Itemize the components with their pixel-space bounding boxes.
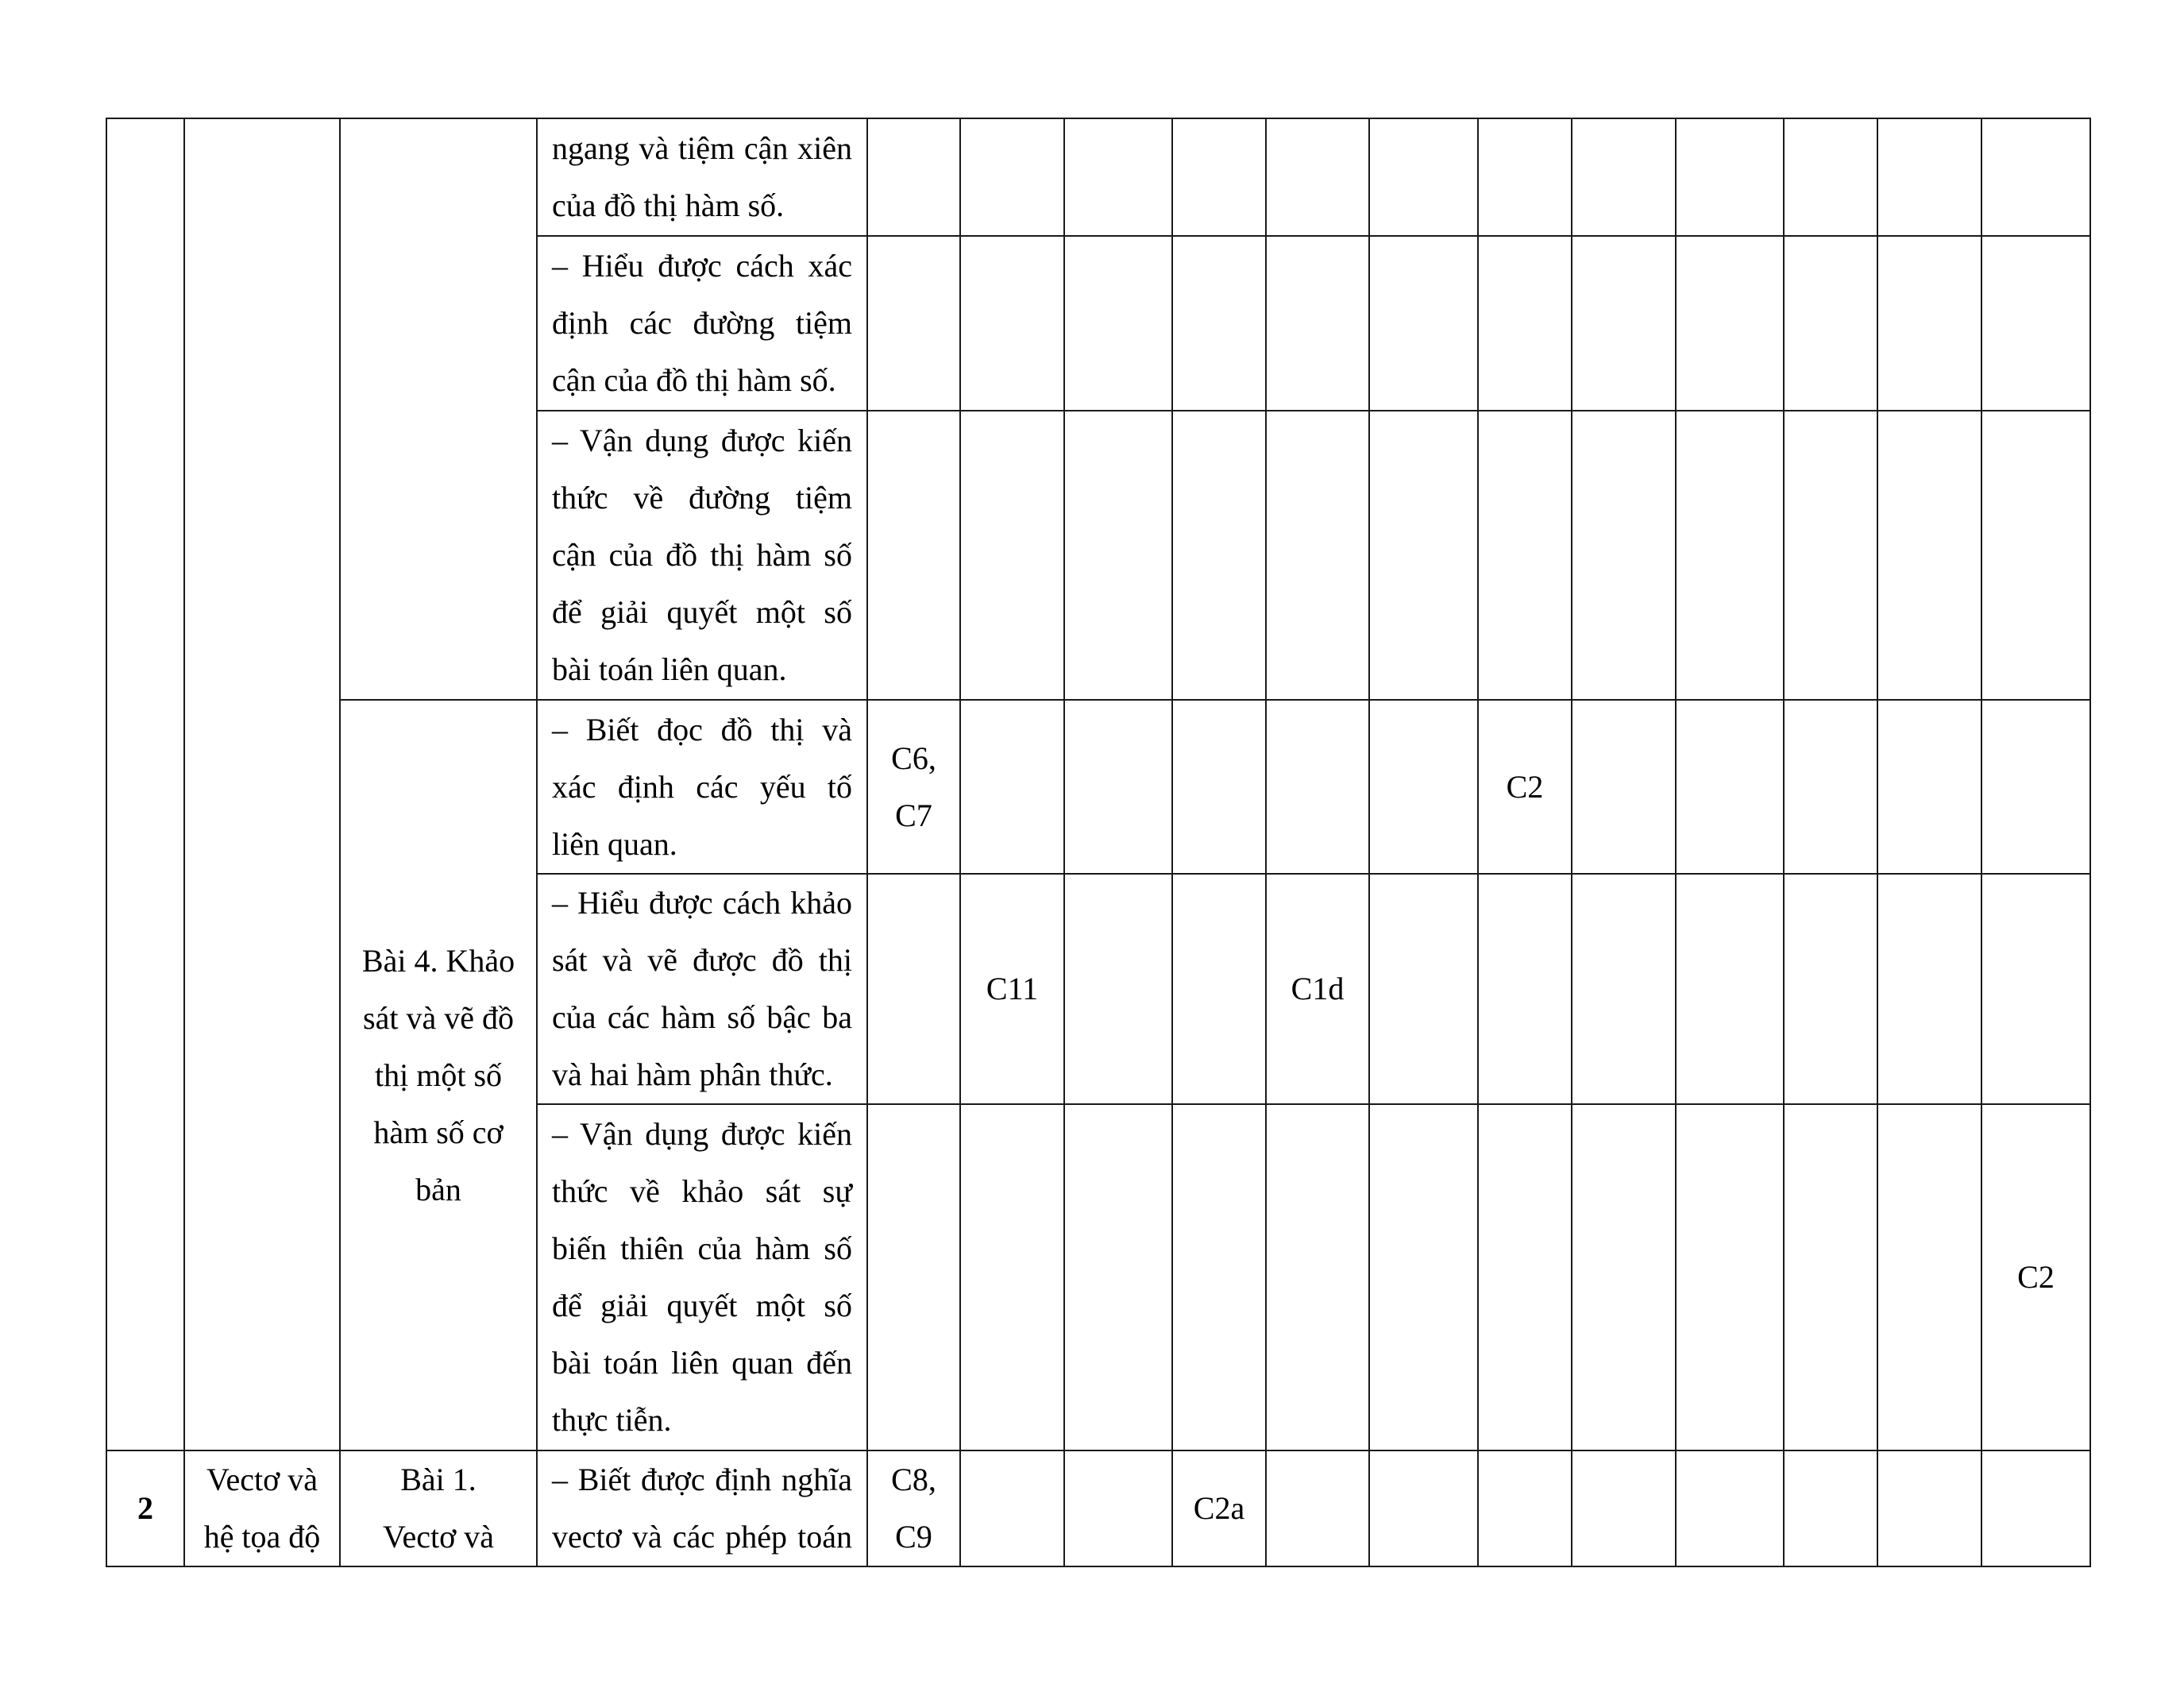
lesson-cell [340,118,537,700]
topic-line: Vectơ và [206,1462,318,1497]
mark-cell [1369,411,1478,700]
mark-cell [1572,1450,1676,1566]
mark-cell [1064,411,1172,700]
mark-cell [1266,700,1369,874]
mark-cell [1572,411,1676,700]
mark-cell [1478,411,1572,700]
requirement-cell [537,1104,867,1450]
mark-cell: C1d [1266,874,1369,1104]
mark-cell [1784,1104,1877,1450]
requirement-line: thực tiễn. [552,1402,672,1438]
mark-cell [1266,236,1369,411]
mark-cell [1572,236,1676,411]
mark-cell [867,411,960,700]
mark-cell: C11 [960,874,1064,1104]
mark-cell [960,700,1064,874]
mark-cell [1676,411,1784,700]
mark-cell [1784,236,1877,411]
topic-cell [184,118,340,1450]
mark-cell [1877,700,1981,874]
mark-cell [1981,236,2090,411]
requirement-line: thức về đường tiệm [552,480,852,516]
mark-cell [1266,1104,1369,1450]
mark-cell [1172,411,1266,700]
number-cell: 2 [106,1450,184,1566]
mark-cell [1478,1104,1572,1450]
mark-cell [1572,1104,1676,1450]
mark-cell [1676,1104,1784,1450]
mark-cell [1784,1450,1877,1566]
mark-cell [1266,118,1369,236]
lesson-cell [340,1450,537,1566]
requirement-line: – Vận dụng được kiến [552,1116,852,1152]
lesson-line: Bài 1. [400,1462,477,1497]
mark-cell [1572,700,1676,874]
requirement-line: của các hàm số bậc ba [552,999,852,1035]
mark-cell [1877,874,1981,1104]
lesson-line: hàm số cơ [373,1114,504,1150]
topic-line: hệ tọa độ [203,1519,321,1555]
mark-cell: C2 [1478,700,1572,874]
requirement-line: – Hiểu được cách xác [552,248,852,284]
requirement-line: vectơ và các phép toán [552,1519,852,1555]
mark-cell [1676,1450,1784,1566]
requirement-line: thức về khảo sát sự [552,1173,852,1209]
table-row [106,118,2090,236]
lesson-line: Bài 4. Khảo [361,942,515,979]
requirement-line: – Hiểu được cách khảo [552,885,852,921]
mark-cell [1981,118,2090,236]
mark-cell [960,118,1064,236]
mark-cell [1981,1450,2090,1566]
mark-cell [1877,1450,1981,1566]
requirement-cell [537,1450,867,1566]
mark-cell [1064,1450,1172,1566]
mark-cell [1478,236,1572,411]
mark-cell [867,118,960,236]
mark-cell [1369,118,1478,236]
requirement-line: biến thiên của hàm số [552,1230,852,1266]
mark-cell [1064,118,1172,236]
mark-cell [1572,874,1676,1104]
mark-cell [1981,411,2090,700]
mark-cell [1172,236,1266,411]
requirement-line: – Vận dụng được kiến [552,423,852,458]
mark-cell [1172,700,1266,874]
requirement-cell [537,700,867,874]
mark-cell [1266,1450,1369,1566]
mark-cell [1784,874,1877,1104]
lesson-line: sát và vẽ đồ [363,999,514,1036]
requirement-line: định các đường tiệm [552,305,852,341]
mark-cell [960,236,1064,411]
mark-cell [867,236,960,411]
mark-cell [1981,700,2090,874]
mark-cell [867,874,960,1104]
requirement-line: để giải quyết một số [552,594,852,630]
number-cell [106,118,184,1450]
mark-cell [960,1450,1064,1566]
mark-cell [1784,411,1877,700]
mark-cell: C6, C7 [867,700,960,874]
table-row [106,700,2090,874]
mark-cell [1369,1104,1478,1450]
mark-cell [1784,118,1877,236]
requirement-line: của đồ thị hàm số. [552,187,785,223]
mark-cell [1676,874,1784,1104]
matrix-body [106,118,2090,1566]
requirement-line: xác định các yếu tố [552,768,852,805]
mark-cell [1877,411,1981,700]
mark-cell [1877,1104,1981,1450]
mark-cell [1877,118,1981,236]
requirement-line: ngang và tiệm cận xiên [552,130,852,166]
mark-cell: C2a [1172,1450,1266,1566]
mark-cell [1064,874,1172,1104]
mark-cell [1478,118,1572,236]
mark-cell [1478,874,1572,1104]
topic-cell [184,1450,340,1566]
requirement-line: cận của đồ thị hàm số. [552,362,836,398]
mark-cell [1369,700,1478,874]
mark-cell [1172,118,1266,236]
mark-cell [1369,236,1478,411]
mark-cell [1676,118,1784,236]
mark-cell [1172,874,1266,1104]
requirement-cell [537,874,867,1104]
mark-cell [1572,118,1676,236]
table-row [106,1450,2090,1566]
mark-cell [960,411,1064,700]
mark-cell [1369,874,1478,1104]
mark-cell [1266,411,1369,700]
requirement-cell [537,411,867,700]
mark-cell [1172,1104,1266,1450]
mark-cell: C8, C9 [867,1450,960,1566]
lesson-line: bản [415,1171,461,1207]
mark-cell [1478,1450,1572,1566]
requirement-line: – Biết đọc đồ thị và [552,711,852,747]
requirement-line: liên quan. [552,825,677,862]
mark-cell [1877,236,1981,411]
requirement-line: sát và vẽ được đồ thị [552,942,852,978]
assessment-matrix-table [106,118,2091,1567]
lesson-line: Vectơ và [383,1519,494,1555]
mark-cell [1064,700,1172,874]
mark-cell [1676,700,1784,874]
requirement-line: để giải quyết một số [552,1288,852,1323]
mark-cell [960,1104,1064,1450]
requirement-line: – Biết được định nghĩa [552,1462,852,1497]
mark-cell [1064,236,1172,411]
requirement-cell [537,118,867,236]
requirement-line: cận của đồ thị hàm số [552,537,852,573]
lesson-cell [340,700,537,1450]
mark-cell [1369,1450,1478,1566]
lesson-line: thị một số [374,1056,503,1093]
mark-cell [1784,700,1877,874]
mark-cell [867,1104,960,1450]
mark-cell: C2 [1981,1104,2090,1450]
requirement-cell [537,236,867,411]
mark-cell [1981,874,2090,1104]
requirement-line: bài toán liên quan đến [552,1345,852,1381]
mark-cell [1676,236,1784,411]
requirement-line: và hai hàm phân thức. [552,1056,833,1092]
requirement-line: bài toán liên quan. [552,651,787,687]
mark-cell [1064,1104,1172,1450]
